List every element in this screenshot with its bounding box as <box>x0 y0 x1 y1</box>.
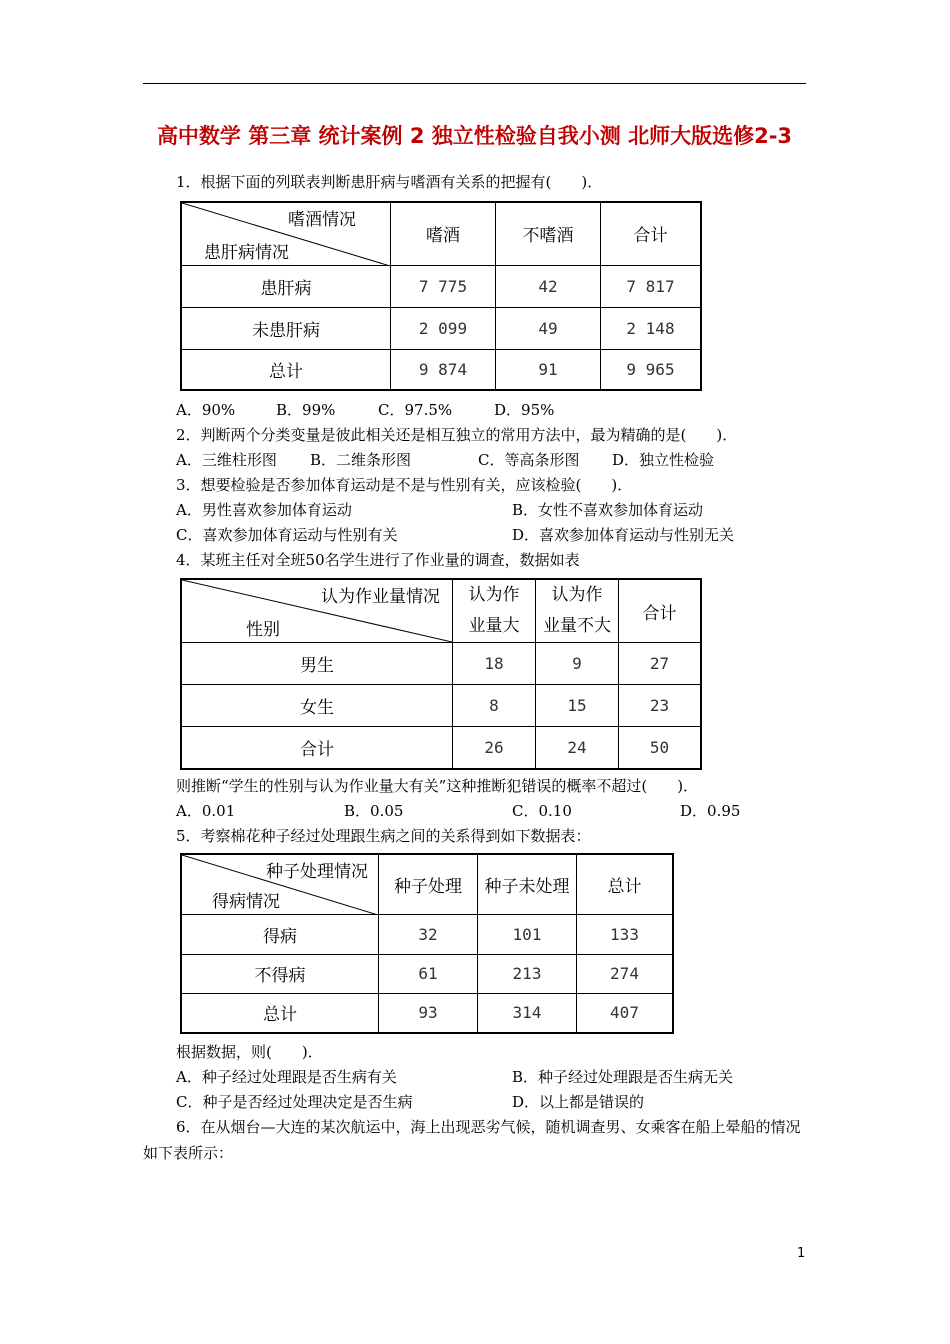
table-cell: 9 874 <box>391 349 496 390</box>
question-4-followup: 则推断“学生的性别与认为作业量大有关”这种推断犯错误的概率不超过( )． <box>176 777 699 795</box>
column-header: 合计 <box>619 579 702 643</box>
option-b[interactable]: B．种子经过处理跟是否生病无关 <box>512 1068 734 1086</box>
table-cell: 274 <box>577 954 674 993</box>
table-cell: 23 <box>619 685 702 727</box>
table-cell: 407 <box>577 993 674 1033</box>
option-d[interactable]: D．0.95 <box>680 802 741 820</box>
table-cell: 9 965 <box>601 349 702 390</box>
option-b[interactable]: B．99% <box>276 401 336 419</box>
option-d[interactable]: D．以上都是错误的 <box>512 1093 645 1111</box>
option-b[interactable]: B．女性不喜欢参加体育运动 <box>512 501 704 519</box>
table-cell: 93 <box>379 993 478 1033</box>
option-d[interactable]: D．95% <box>494 401 555 419</box>
option-a[interactable]: A．0.01 <box>176 802 236 820</box>
question-4-text: 4．某班主任对全班50名学生进行了作业量的调查，数据如表 <box>176 551 580 569</box>
option-a[interactable]: A．90% <box>176 401 236 419</box>
option-a[interactable]: A．种子经过处理跟是否生病有关 <box>176 1068 397 1086</box>
row-label: 不得病 <box>181 954 379 993</box>
question-5-followup: 根据数据，则( )． <box>176 1043 323 1061</box>
table-cell: 32 <box>379 914 478 954</box>
question-5-table <box>180 853 674 1034</box>
table-cell: 49 <box>496 307 601 349</box>
option-d[interactable]: D．独立性检验 <box>612 451 715 469</box>
question-2-text: 2．判断两个分类变量是彼此相关还是相互独立的常用方法中，最为精确的是( )． <box>176 426 738 444</box>
table-cell: 2 148 <box>601 307 702 349</box>
page-title: 高中数学 第三章 统计案例 2 独立性检验自我小测 北师大版选修2-3 <box>156 124 793 148</box>
row-label: 总计 <box>181 993 379 1033</box>
option-c[interactable]: C．喜欢参加体育运动与性别有关 <box>176 526 398 544</box>
table-cell: 314 <box>478 993 577 1033</box>
option-d[interactable]: D．喜欢参加体育运动与性别无关 <box>512 526 735 544</box>
table-row <box>181 993 673 1033</box>
question-4-table <box>180 578 702 770</box>
row-label: 总计 <box>181 349 391 390</box>
row-label: 患肝病 <box>181 265 391 307</box>
table-cell: 7 817 <box>601 265 702 307</box>
table-row <box>181 349 701 390</box>
column-header: 种子未处理 <box>478 854 577 914</box>
question-5-text: 5．考察棉花种子经过处理跟生病之间的关系得到如下数据表： <box>176 827 591 845</box>
column-header: 嗜酒 <box>391 202 496 265</box>
option-c[interactable]: C．等高条形图 <box>478 451 580 469</box>
column-header: 总计 <box>577 854 674 914</box>
table-cell: 91 <box>496 349 601 390</box>
question-3-text: 3．想要检验是否参加体育运动是不是与性别有关，应该检验( )． <box>176 476 633 494</box>
question-1-table <box>180 201 702 391</box>
column-header: 认为作 业量大 <box>453 579 536 643</box>
table-cell: 101 <box>478 914 577 954</box>
row-label: 女生 <box>181 685 453 727</box>
table-cell: 24 <box>536 727 619 769</box>
row-label: 男生 <box>181 643 453 685</box>
table-cell: 15 <box>536 685 619 727</box>
page-number: 1 <box>797 1246 806 1261</box>
header-rule <box>143 83 806 84</box>
table-cell: 27 <box>619 643 702 685</box>
table-cell: 9 <box>536 643 619 685</box>
option-a[interactable]: A．三维柱形图 <box>176 451 277 469</box>
table-cell: 2 099 <box>391 307 496 349</box>
table-corner: 种子处理情况 得病情况 <box>181 854 379 914</box>
table-cell: 133 <box>577 914 674 954</box>
option-c[interactable]: C．0.10 <box>512 802 572 820</box>
table-cell: 7 775 <box>391 265 496 307</box>
table-cell: 18 <box>453 643 536 685</box>
question-1-text: 1．根据下面的列联表判断患肝病与嗜酒有关系的把握有( )． <box>176 173 603 191</box>
table-row <box>181 914 673 954</box>
table-cell: 50 <box>619 727 702 769</box>
table-cell: 213 <box>478 954 577 993</box>
table-row <box>181 727 701 769</box>
column-header: 种子处理 <box>379 854 478 914</box>
column-header: 不嗜酒 <box>496 202 601 265</box>
table-corner: 认为作业量情况 性别 <box>181 579 453 643</box>
table-row <box>181 685 701 727</box>
question-6-text: 6．在从烟台—大连的某次航运中，海上出现恶劣气候，随机调查男、女乘客在船上晕船的情况如下表所示： <box>143 1118 801 1162</box>
row-label: 合计 <box>181 727 453 769</box>
table-cell: 61 <box>379 954 478 993</box>
option-b[interactable]: B．0.05 <box>344 802 404 820</box>
row-label: 得病 <box>181 914 379 954</box>
option-c[interactable]: C．97.5% <box>378 401 453 419</box>
table-cell: 26 <box>453 727 536 769</box>
column-header: 合计 <box>601 202 702 265</box>
row-label: 未患肝病 <box>181 307 391 349</box>
table-corner: 嗜酒情况 患肝病情况 <box>181 202 391 265</box>
option-c[interactable]: C．种子是否经过处理决定是否生病 <box>176 1093 413 1111</box>
table-cell: 8 <box>453 685 536 727</box>
table-row <box>181 307 701 349</box>
column-header: 认为作 业量不大 <box>536 579 619 643</box>
table-cell: 42 <box>496 265 601 307</box>
option-a[interactable]: A．男性喜欢参加体育运动 <box>176 501 352 519</box>
table-row <box>181 954 673 993</box>
option-b[interactable]: B．二维条形图 <box>310 451 412 469</box>
table-row <box>181 643 701 685</box>
table-row <box>181 265 701 307</box>
